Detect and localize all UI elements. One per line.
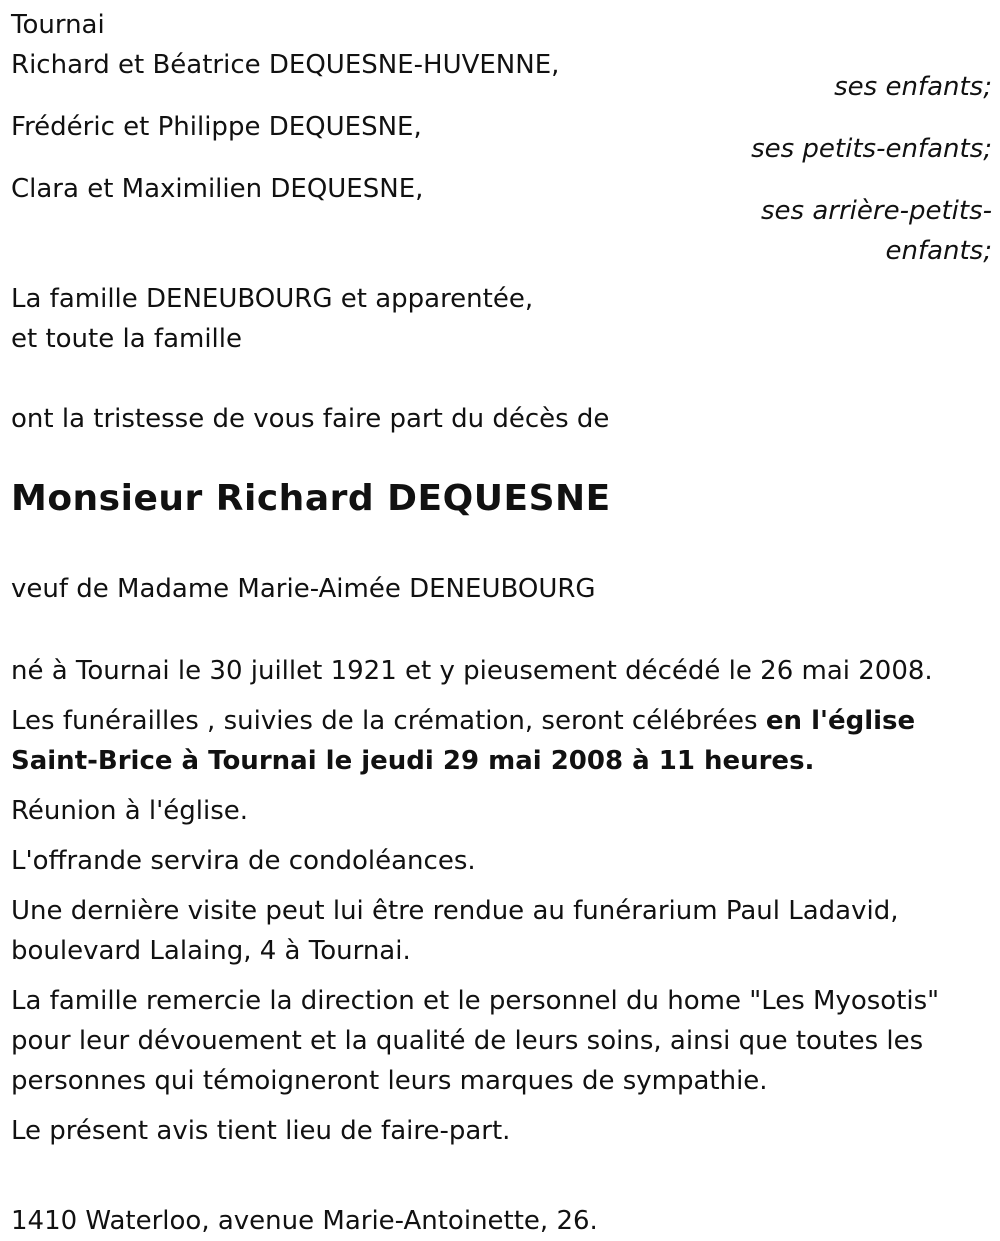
thanks-text: La famille remercie la direction et le personnel du home "Les Myosotis" pour leur dévouement et la qualité de leurs soins, ainsi que toutes les personnes qui témoigneront leurs marques de sympathie. <box>11 986 940 1096</box>
extended-family-line: et toute la famille <box>11 324 242 354</box>
city-heading: Tournai <box>11 10 105 40</box>
family-relation: ses arrière-petits- <box>761 196 992 226</box>
family-block-children <box>11 45 992 107</box>
family-names: Clara et Maximilien DEQUESNE, <box>11 174 424 204</box>
spouse-text: veuf de Madame Marie-Aimée DENEUBOURG <box>11 574 596 604</box>
family-block-great-grandchildren <box>11 169 992 271</box>
deceased-name: Monsieur Richard DEQUESNE <box>11 478 611 519</box>
obituary-notice <box>11 5 992 1241</box>
family-names: Frédéric et Philippe DEQUESNE, <box>11 112 422 142</box>
family-names: Richard et Béatrice DEQUESNE-HUVENNE, <box>11 50 560 80</box>
family-relation: ses enfants; <box>834 72 992 102</box>
family-relation: ses petits-enfants; <box>751 134 992 164</box>
family-block-grandchildren <box>11 107 992 169</box>
extended-family-line: La famille DENEUBOURG et apparentée, <box>11 284 534 314</box>
announcement-text: ont la tristesse de vous faire part du décès de <box>11 404 610 434</box>
offering-text: L'offrande servira de condoléances. <box>11 846 476 876</box>
notice-text: Le présent avis tient lieu de faire-part. <box>11 1116 511 1146</box>
funeral-details: en l'église Saint-Brice à Tournai le jeudi 29 mai 2008 à 11 heures. <box>11 706 916 776</box>
funeral-text <box>11 701 992 781</box>
meeting-text: Réunion à l'église. <box>11 796 249 826</box>
family-relation-continued: enfants; <box>885 236 992 266</box>
address-text: 1410 Waterloo, avenue Marie-Antoinette, 26. <box>11 1206 598 1236</box>
birth-death-text: né à Tournai le 30 juillet 1921 et y pieusement décédé le 26 mai 2008. <box>11 656 933 686</box>
funeral-intro: Les funérailles , suivies de la crémation, seront célébrées <box>11 706 766 736</box>
visit-text: Une dernière visite peut lui être rendue au funérarium Paul Ladavid, boulevard Lalaing, 4 à Tournai. <box>11 896 899 966</box>
